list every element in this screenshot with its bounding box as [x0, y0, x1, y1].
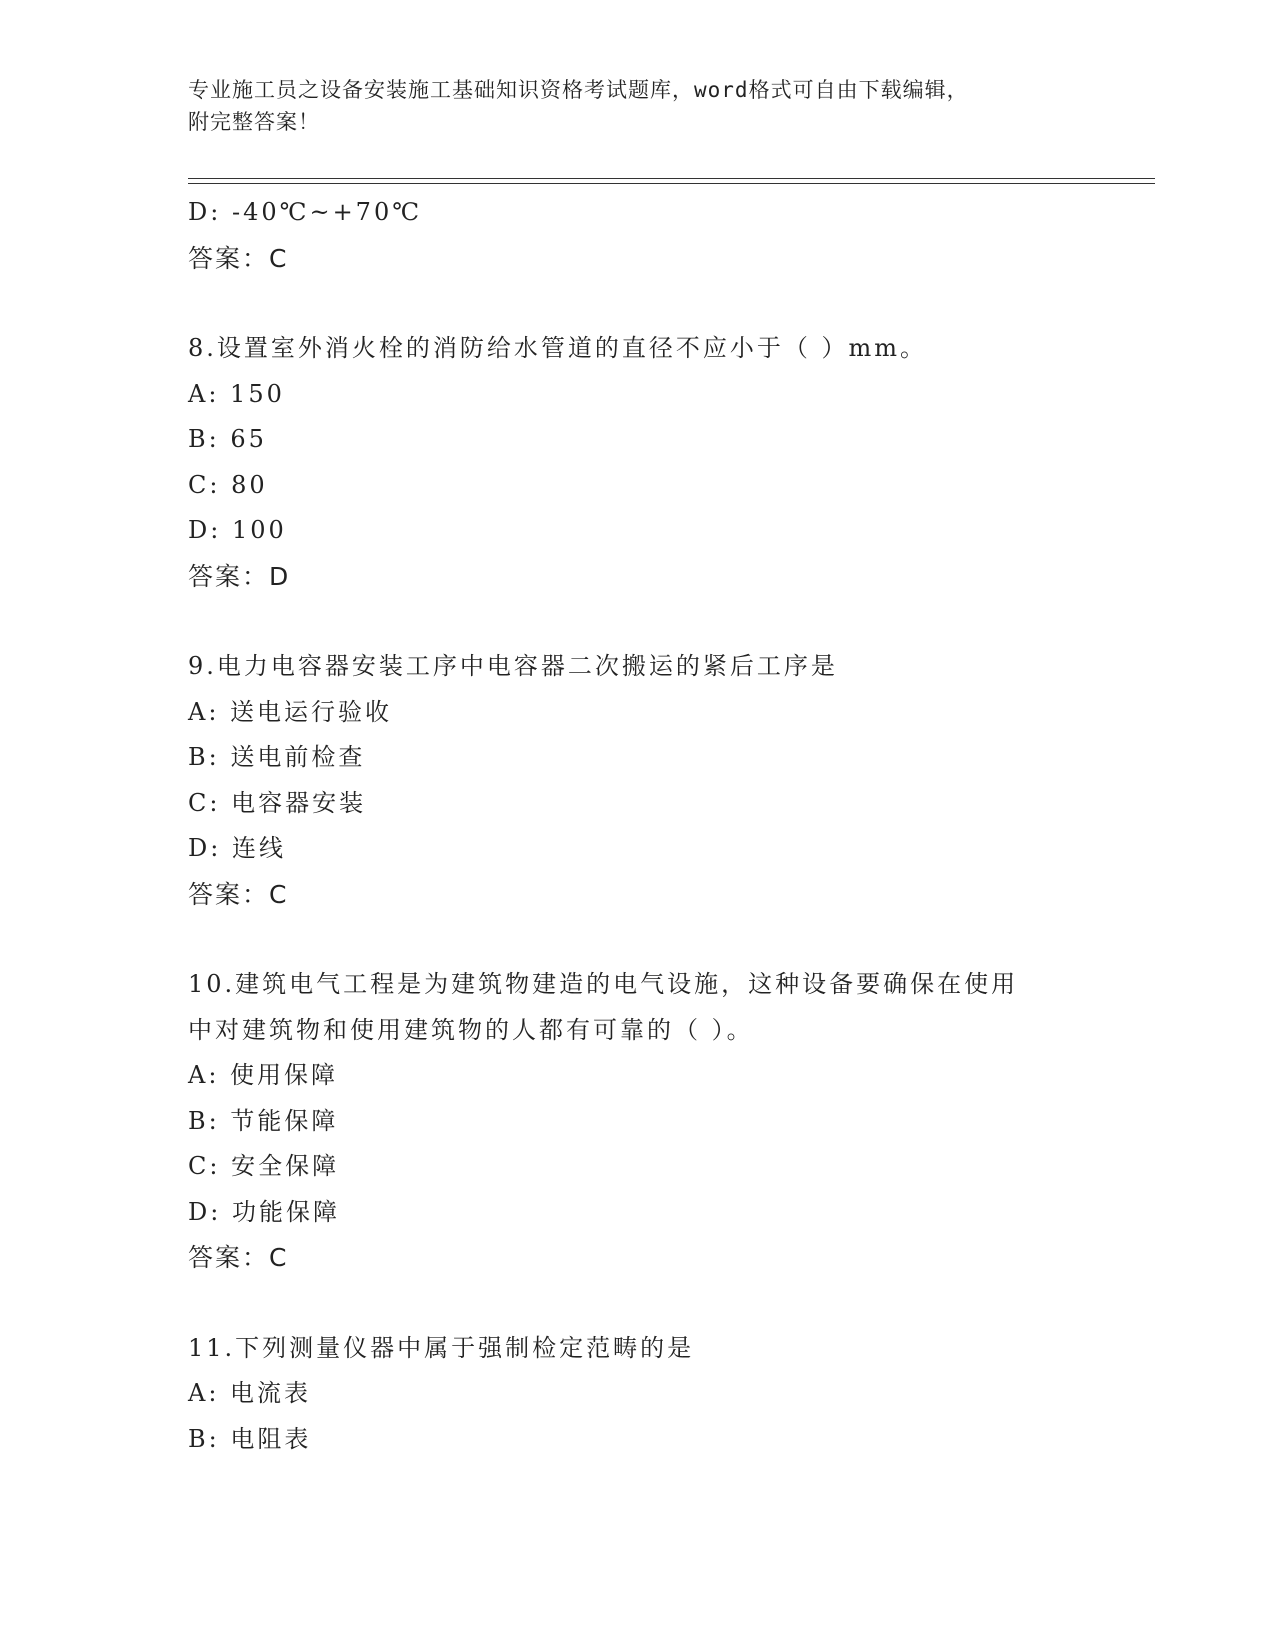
spacer	[188, 281, 1148, 326]
header-line-2: 附完整答案！	[188, 110, 320, 134]
answer: 答案：C	[188, 243, 289, 273]
option-a: A: 使用保障	[188, 1061, 339, 1089]
option-a: A: 电流表	[188, 1379, 312, 1407]
option-d: D: 连线	[188, 834, 286, 862]
question-7-tail	[188, 190, 1148, 281]
question-11	[188, 1326, 1148, 1463]
document-header	[188, 74, 1088, 138]
option-d: D: 功能保障	[188, 1197, 340, 1226]
option-c: C: 80	[188, 470, 268, 499]
answer: 答案：C	[188, 879, 289, 909]
spacer	[188, 599, 1148, 644]
spacer	[188, 917, 1148, 962]
answer: 答案：C	[188, 1243, 289, 1272]
header-line-1: 专业施工员之设备安装施工基础知识资格考试题库，word格式可自由下载编辑，	[188, 78, 969, 102]
option-b: B: 65	[188, 425, 267, 453]
option-d: D: -40℃~+70℃	[188, 198, 423, 226]
option-a: A: 送电运行验收	[188, 697, 393, 726]
header-rule-top	[188, 178, 1155, 179]
option-c: C: 电容器安装	[188, 788, 367, 817]
question-10	[188, 962, 1148, 1281]
option-b: B: 电阻表	[188, 1424, 312, 1453]
option-b: B: 送电前检查	[188, 743, 366, 771]
answer: 答案：D	[188, 561, 291, 591]
option-a: A: 150	[188, 379, 285, 408]
spacer	[188, 1281, 1148, 1326]
option-c: C: 安全保障	[188, 1152, 340, 1180]
question-title-line-2: 中对建筑物和使用建筑物的人都有可靠的（ ）。	[188, 1015, 754, 1044]
question-title-line-1: 10.建筑电气工程是为建筑物建造的电气设施，这种设备要确保在使用	[188, 970, 1019, 998]
question-title: 8.设置室外消火栓的消防给水管道的直径不应小于（ ）mm。	[188, 334, 928, 362]
header-rule-bottom	[188, 183, 1155, 184]
question-list	[188, 190, 1148, 1462]
question-9	[188, 644, 1148, 917]
option-b: B: 节能保障	[188, 1106, 339, 1135]
question-8	[188, 326, 1148, 599]
question-title: 11.下列测量仪器中属于强制检定范畴的是	[188, 1333, 695, 1362]
question-title: 9.电力电容器安装工序中电容器二次搬运的紧后工序是	[188, 652, 838, 680]
option-d: D: 100	[188, 516, 287, 544]
